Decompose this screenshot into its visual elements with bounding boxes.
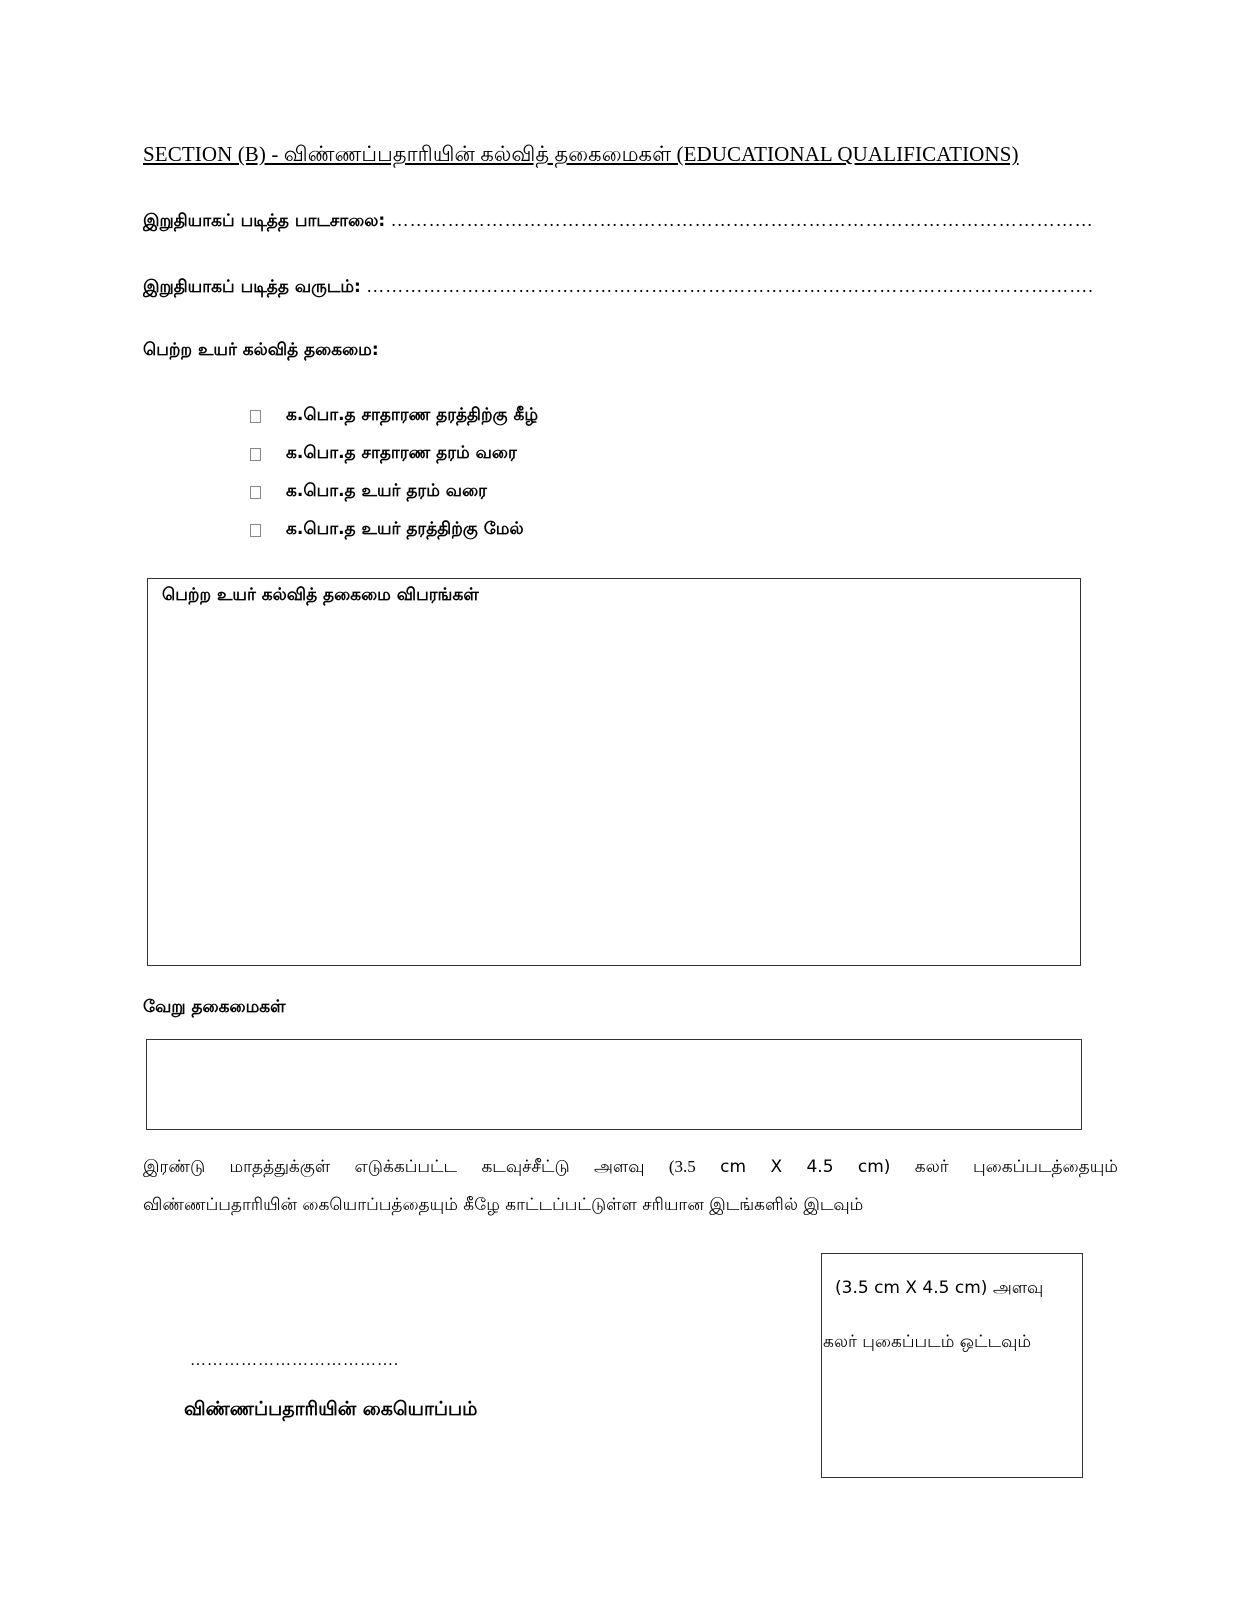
instruction-word: cm) — [857, 1157, 891, 1177]
qualification-details-label: பெற்ற உயர் கல்வித் தகைமை விபரங்கள் — [162, 585, 479, 605]
highest-qualification-label: பெற்ற உயர் கல்வித் தகைமை: — [143, 340, 379, 360]
instruction-word: கடவுச்சீட்டு — [481, 1157, 570, 1177]
photo-size-text: (3.5 cm X 4.5 cm) அளவு — [835, 1278, 1044, 1298]
qualification-option-label: க.பொ.த சாதாரண தரம் வரை — [286, 443, 517, 463]
last-year-label: இறுதியாகப் படித்த வருடம்: — [143, 277, 361, 297]
other-qualifications-label: வேறு தகைமைகள் — [143, 997, 286, 1017]
checkbox[interactable] — [250, 448, 261, 461]
instruction-word: கலர் — [914, 1157, 949, 1177]
instruction-word: அளவு — [594, 1157, 645, 1177]
signature-label: விண்ணப்பதாரியின் கையொப்பம் — [184, 1398, 478, 1420]
instruction-word: எடுக்கப்பட்ட — [354, 1157, 458, 1177]
checkbox[interactable] — [250, 410, 261, 423]
last-year-dots: ……………………………………………………………………………………………………. — [366, 276, 1094, 296]
instruction-word: 4.5 — [806, 1157, 834, 1177]
instruction-line-1 — [143, 1157, 1118, 1179]
checkbox[interactable] — [250, 486, 261, 499]
other-qualifications-box[interactable] — [146, 1039, 1082, 1130]
qualification-option[interactable] — [250, 516, 524, 544]
instruction-word: X — [770, 1157, 783, 1177]
instruction-word: (3.5 — [668, 1157, 696, 1176]
last-school-dots: ………………………………………………………………………………………………… — [390, 210, 1094, 230]
photo-instruction-text: கலர் புகைப்படம் ஒட்டவும் — [823, 1332, 1032, 1352]
checkbox[interactable] — [250, 524, 261, 537]
last-school-label: இறுதியாகப் படித்த பாடசாலை: — [143, 211, 386, 231]
section-title: SECTION (B) - விண்ணப்பதாரியின் கல்வித் தகைமைகள் (EDUCATIONAL QUALIFICATIONS) — [143, 142, 1019, 166]
last-school-field[interactable] — [143, 210, 1103, 240]
qualification-option[interactable] — [250, 402, 538, 430]
signature-line[interactable]: ………………………………. — [190, 1352, 399, 1369]
instruction-line-2: விண்ணப்பதாரியின் கையொப்பத்தையும் கீழே காட்டப்பட்டுள்ள சரியான இடங்களில் இடவும் — [143, 1195, 864, 1215]
qualification-option[interactable] — [250, 440, 517, 468]
qualification-option[interactable] — [250, 478, 487, 506]
instruction-word: புகைப்படத்தையும் — [973, 1157, 1118, 1177]
instruction-word: cm — [720, 1157, 747, 1177]
last-year-field[interactable] — [143, 276, 1103, 306]
qualification-option-label: க.பொ.த உயர் தரத்திற்கு மேல் — [286, 519, 524, 539]
qualification-details-box[interactable] — [147, 578, 1081, 966]
qualification-option-label: க.பொ.த உயர் தரம் வரை — [286, 481, 487, 501]
instruction-word: மாதத்துக்குள் — [229, 1157, 331, 1177]
instruction-word: இரண்டு — [143, 1157, 206, 1177]
qualification-option-label: க.பொ.த சாதாரண தரத்திற்கு கீழ் — [286, 405, 539, 425]
